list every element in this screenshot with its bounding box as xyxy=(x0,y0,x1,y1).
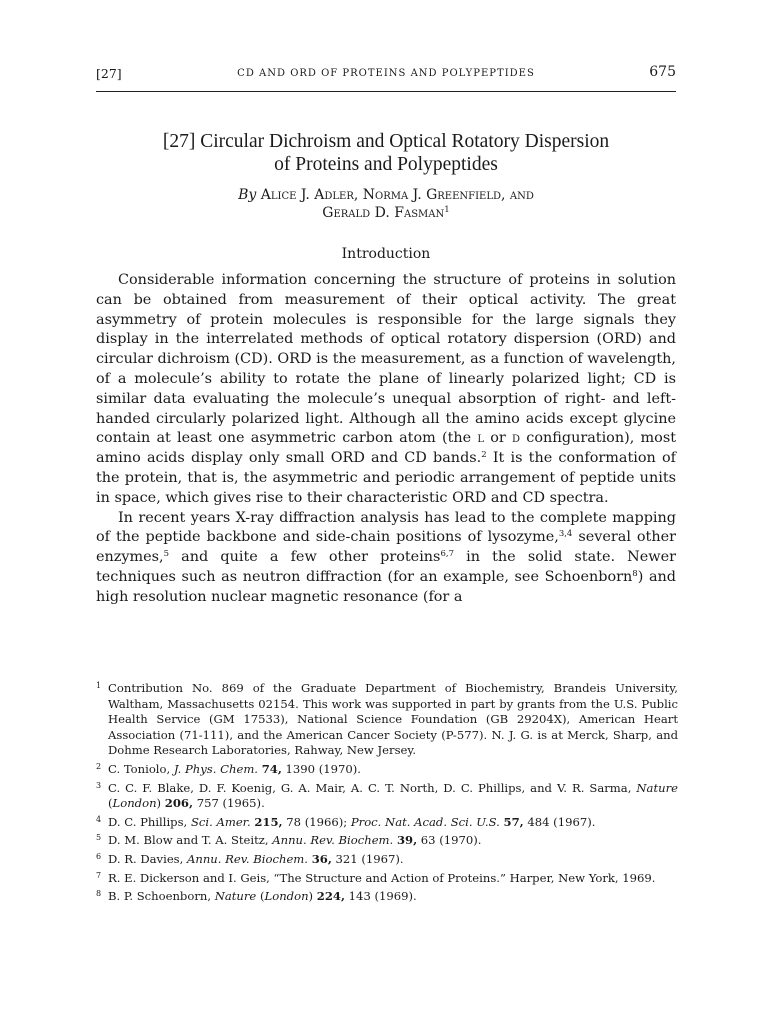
footnote-mark: 5 xyxy=(96,833,102,843)
author-footnote-mark: 1 xyxy=(444,205,450,215)
author-line-1 xyxy=(96,186,676,204)
footnote-text: 321 (1967). xyxy=(331,851,404,866)
footnote-text: ) xyxy=(156,796,165,811)
volume: 36, xyxy=(311,851,332,866)
body-text xyxy=(96,271,676,608)
footnote-text: ( xyxy=(256,889,265,904)
footnote-text: D. R. Davies, xyxy=(108,851,187,866)
footnote xyxy=(96,678,678,759)
title-line-2: of Proteins and Polypeptides xyxy=(274,154,498,175)
title-line-1: [27] Circular Dichroism and Optical Rotatory Dispersion xyxy=(162,131,610,152)
paragraph xyxy=(96,271,676,509)
footnote-text: 143 (1969). xyxy=(345,889,417,904)
footnote-mark: 2 xyxy=(96,761,102,771)
footnotes xyxy=(96,678,678,905)
author-line-2 xyxy=(96,204,676,222)
paragraph-text: Considerable information concerning the structure of proteins in solution can be obtained from measurement of their optical activity. The great asymmetry of protein molecules is responsible for the large signals they display in the interrelated methods of optical rotatory dispersion (ORD) and circular dichroism (CD). ORD is the measurement, as a function of wavelength, of a molecule’s ability to rotate the plane of linearly polarized light; CD is similar data evaluating the molecule’s unequal absorption of right- and left-handed circularly polarized light. Although all the amino acids except glycine contain at least one asymmetric carbon atom (the xyxy=(96,272,676,447)
paragraph-text: in the solid state. Newer techniques such as neutron diffraction (for an example, see Schoenborn xyxy=(96,549,676,585)
footnote-text: ) xyxy=(308,889,317,904)
section-heading: Introduction xyxy=(341,246,431,262)
reference-mark: 5 xyxy=(163,549,170,560)
page-number: 675 xyxy=(649,64,676,80)
volume: 224, xyxy=(316,889,345,904)
footnote-text: R. E. Dickerson and I. Geis, “The Structure and Action of Proteins.” Harper, New York, 1969. xyxy=(108,870,656,885)
footnote-mark: 1 xyxy=(96,681,102,690)
footnote-mark: 7 xyxy=(96,870,102,880)
footnote-text: D. C. Phillips, xyxy=(108,814,191,829)
footnote-mark: 3 xyxy=(96,780,102,790)
footnote-mark: 4 xyxy=(96,814,102,824)
footnote xyxy=(96,849,678,868)
footnote xyxy=(96,868,678,887)
footnote xyxy=(96,812,678,831)
reference-mark: 3,4 xyxy=(558,529,573,540)
footnote-text: 757 (1965). xyxy=(193,796,265,811)
footnote-text: 1390 (1970). xyxy=(281,761,361,776)
config-l: l xyxy=(477,430,485,447)
journal-name: Annu. Rev. Biochem. xyxy=(187,851,308,866)
paragraph-text: several other enzymes, xyxy=(96,529,677,566)
journal-name: Proc. Nat. Acad. Sci. U.S. xyxy=(350,814,500,829)
config-d: d xyxy=(512,430,521,447)
author-name-fasman: Gerald D. Fasman xyxy=(322,205,445,221)
volume: 39, xyxy=(396,833,418,848)
paragraph-text: configuration), most amino acids display only small ORD and CD bands. xyxy=(96,430,676,467)
header-rule xyxy=(96,91,676,92)
journal-place: London xyxy=(264,889,309,904)
footnote-text: B. P. Schoenborn, xyxy=(108,889,215,904)
running-title: CD AND ORD OF PROTEINS AND POLYPEPTIDES xyxy=(237,68,535,79)
footnote-text: 484 (1967). xyxy=(523,814,596,829)
paragraph-text: and quite a few other proteins xyxy=(169,549,441,566)
paragraph-text: ) and high resolution nuclear magnetic resonance (for a xyxy=(96,568,677,605)
footnote xyxy=(96,778,678,812)
volume: 206, xyxy=(164,796,194,811)
journal-name: Sci. Amer. xyxy=(190,814,251,829)
footnote-text: ( xyxy=(108,796,113,811)
footnote-text: D. M. Blow and T. A. Steitz, xyxy=(108,833,273,848)
footnote-text: 63 (1970). xyxy=(417,833,482,848)
volume: 215, xyxy=(254,814,283,829)
chapter-number: [27] xyxy=(96,66,122,81)
footnote-text: Contribution No. 869 of the Graduate Department of Biochemistry, Brandeis University, Waltham, Massachusetts 02154. This work was supported in part by grants from the U.S. Public Health Service (GM 17533), National Science Foundation (GB 29204X), American Heart Association (71-111), and the American Cancer Society (P-577). N. J. G. is at Merck, Sharp, and Dohme Research Laboratories, Rahway, New Jersey. xyxy=(108,681,678,758)
footnote-text: C. Toniolo, xyxy=(108,761,174,776)
article-title xyxy=(96,130,676,176)
journal-name: Nature xyxy=(636,780,678,795)
paragraph xyxy=(96,509,676,608)
footnote xyxy=(96,886,678,905)
footnote-text: C. C. F. Blake, D. F. Koenig, G. A. Mair, A. C. T. North, D. C. Phillips, and V. R. Sarma, xyxy=(108,780,637,795)
volume: 74, xyxy=(261,761,282,776)
footnote-mark: 6 xyxy=(96,851,102,861)
author-names: Alice J. Adler, Norma J. Greenfield, and xyxy=(260,187,534,203)
paragraph-text: It is the conformation of the protein, that is, the asymmetric and periodic arrangement of peptide units in space, which gives rise to their characteristic ORD and CD spectra. xyxy=(96,450,676,506)
by-label: By xyxy=(238,187,257,203)
reference-mark: 6,7 xyxy=(440,549,454,560)
footnote xyxy=(96,759,678,778)
journal-name: J. Phys. Chem. xyxy=(173,761,258,776)
journal-place: London xyxy=(112,796,157,811)
journal-name: Annu. Rev. Biochem. xyxy=(272,833,394,848)
volume: 57, xyxy=(503,814,524,829)
paragraph-text: In recent years X-ray diffraction analysis has lead to the complete mapping of the peptide backbone and side-chain positions of lysozyme, xyxy=(96,509,676,546)
footnote-text: 78 (1966); xyxy=(282,814,351,829)
footnote-mark: 8 xyxy=(96,889,102,899)
journal-name: Nature xyxy=(214,889,257,904)
footnote xyxy=(96,830,678,849)
reference-mark: 8 xyxy=(632,568,638,579)
running-head xyxy=(96,64,676,86)
reference-mark: 2 xyxy=(481,450,487,461)
author-byline xyxy=(96,186,676,222)
paragraph-text: or xyxy=(484,430,513,447)
